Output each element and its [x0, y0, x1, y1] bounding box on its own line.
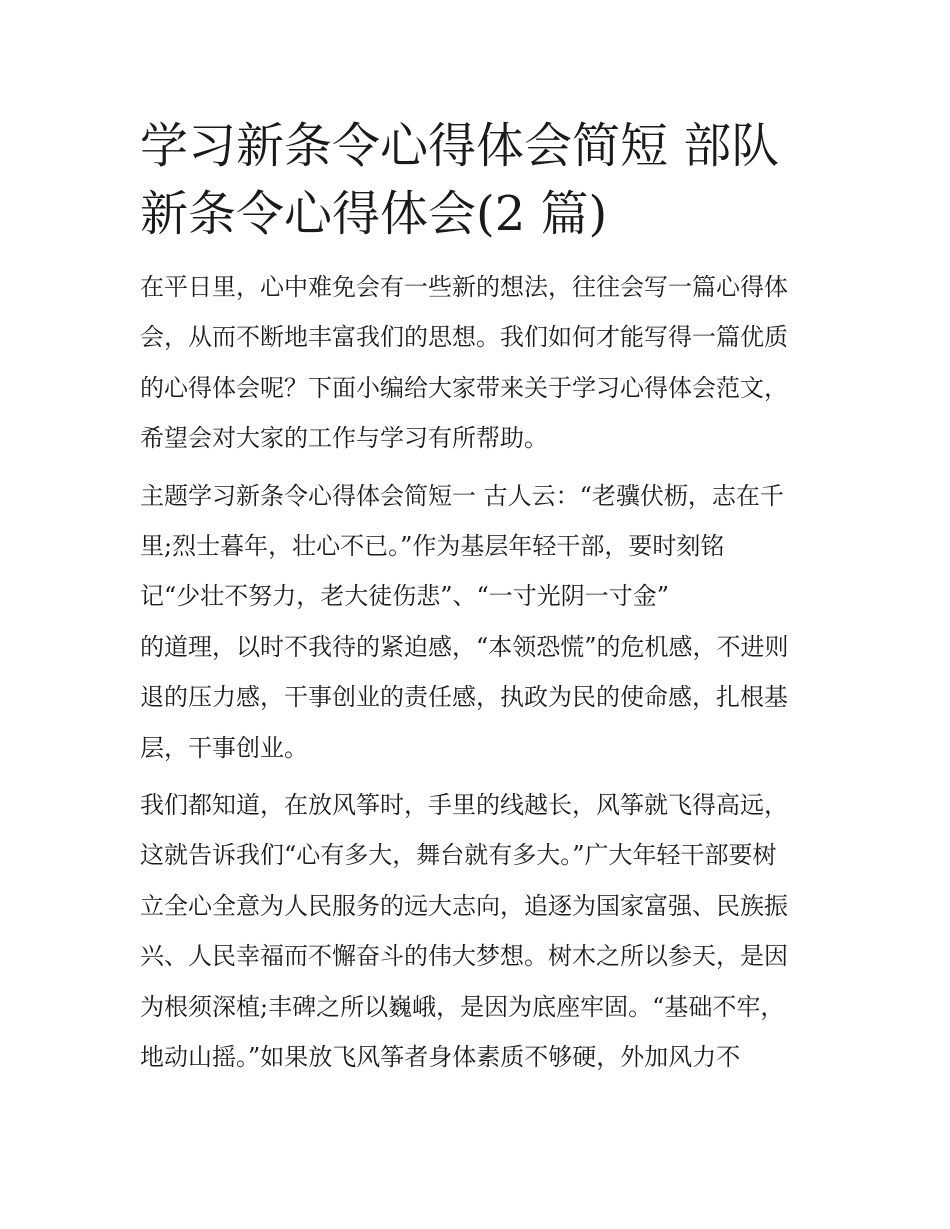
paragraph-topic-one — [140, 471, 820, 773]
text-line: 这就告诉我们“心有多大，舞台就有多大。”广大年轻干部要树 — [140, 841, 777, 870]
paragraph-intro — [140, 262, 820, 464]
text-line: 会，从而不断地丰富我们的思想。我们如何才能写得一篇优质 — [140, 323, 788, 352]
text-line: 记“少壮不努力，老大徒伤悲”、“一寸光阴一寸金” — [140, 582, 670, 611]
text-line: 地动山摇。”如果放飞风筝者身体素质不够硬，外加风力不 — [140, 1043, 741, 1072]
text-line: 主题学习新条令心得体会简短一 古人云：“老骥伏枥，志在千 — [140, 481, 784, 510]
text-line: 为根须深植;丰碑之所以巍峨，是因为底座牢固。“基础不牢， — [140, 992, 785, 1021]
text-line: 里;烈士暮年，壮心不已。”作为基层年轻干部，要时刻铭 — [140, 532, 725, 561]
text-line: 退的压力感，干事创业的责任感，执政为民的使命感，扎根基 — [140, 683, 788, 712]
document-title — [140, 112, 820, 248]
title-line-1: 学习新条令心得体会简短 部队 — [140, 118, 780, 174]
text-line: 立全心全意为人民服务的远大志向，追逐为国家富强、民族振 — [140, 891, 788, 920]
title-line-2: 新条令心得体会(2 篇) — [140, 186, 608, 242]
text-line: 在平日里，心中难免会有一些新的想法，往往会写一篇心得体 — [140, 273, 788, 301]
text-line: 层，干事创业。 — [140, 733, 308, 762]
text-line: 的道理，以时不我待的紧迫感，“本领恐慌”的危机感，不进则 — [140, 632, 789, 661]
text-line: 的心得体会呢？下面小编给大家带来关于学习心得体会范文， — [140, 373, 788, 402]
text-line: 希望会对大家的工作与学习有所帮助。 — [140, 424, 548, 453]
paragraph-kite — [140, 780, 820, 1082]
document-page — [140, 112, 820, 1090]
text-line: 我们都知道，在放风筝时，手里的线越长，风筝就飞得高远， — [140, 791, 788, 820]
text-line: 兴、人民幸福而不懈奋斗的伟大梦想。树木之所以参天，是因 — [140, 942, 788, 971]
